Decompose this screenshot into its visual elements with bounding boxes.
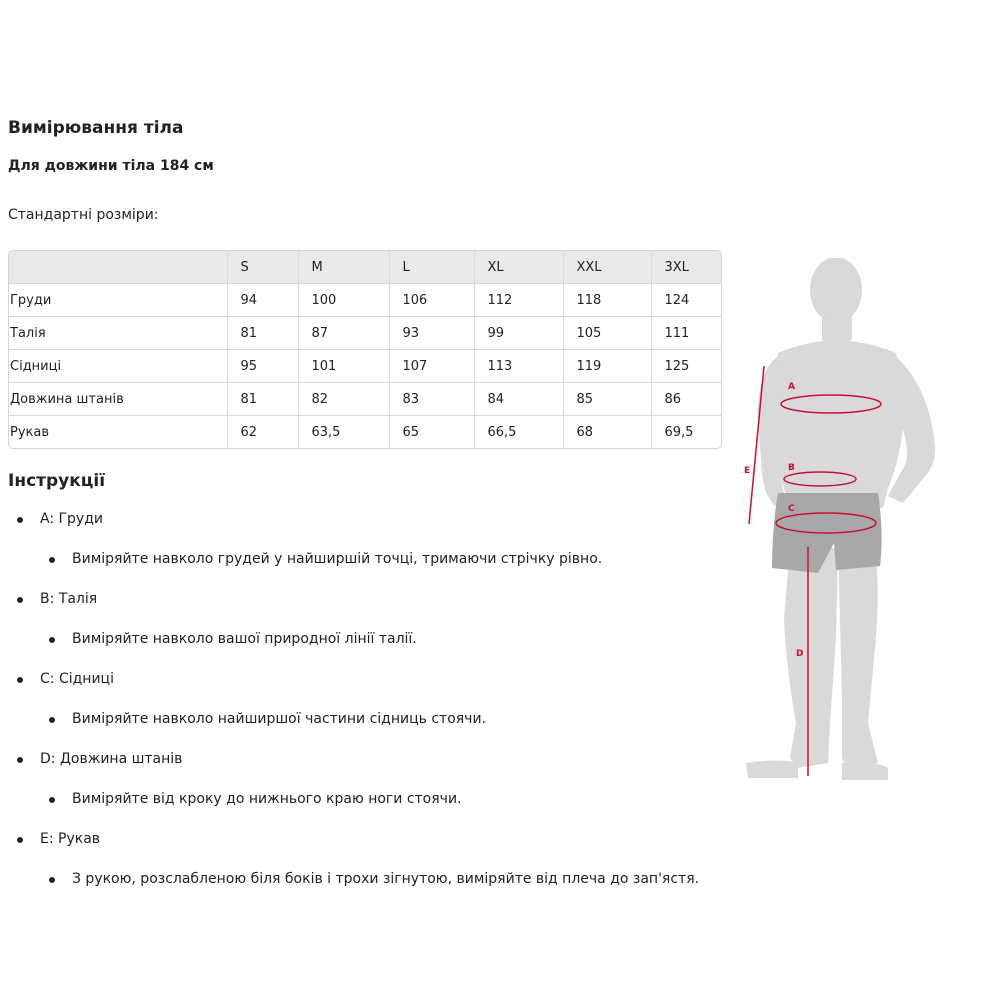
header-cell-size: 3XL <box>651 251 721 284</box>
bullet-icon <box>17 597 23 603</box>
bullet-icon <box>49 797 55 803</box>
instructions-title: Інструкції <box>8 471 106 491</box>
table-cell: 86 <box>651 383 721 416</box>
table-cell: 100 <box>298 284 389 317</box>
marker-c-label: C <box>788 504 795 514</box>
table-cell: 101 <box>298 350 389 383</box>
table-header-row <box>9 251 721 284</box>
instruction-text-content: Виміряйте навколо вашої природної лінії талії. <box>72 631 417 647</box>
instruction-heading <box>40 511 103 527</box>
marker-b-label: B <box>788 463 795 473</box>
standard-sizes-label: Стандартні розміри: <box>8 207 159 223</box>
table-cell: 65 <box>389 416 474 449</box>
table-cell: 105 <box>563 317 651 350</box>
table-cell: 99 <box>474 317 563 350</box>
instruction-heading <box>40 591 97 607</box>
bullet-icon <box>17 677 23 683</box>
table-cell: 124 <box>651 284 721 317</box>
table-cell: 81 <box>227 317 298 350</box>
table-cell: 107 <box>389 350 474 383</box>
table-cell: 113 <box>474 350 563 383</box>
list-item <box>0 660 740 740</box>
bullet-icon <box>49 637 55 643</box>
table-cell: 82 <box>298 383 389 416</box>
header-cell-size: L <box>389 251 474 284</box>
header-cell-empty <box>9 251 227 284</box>
size-table <box>8 250 722 449</box>
instruction-heading-text: C: Сідниці <box>40 671 114 687</box>
table-cell: 81 <box>227 383 298 416</box>
instruction-text <box>72 871 699 887</box>
row-label: Сідниці <box>9 350 227 383</box>
list-item <box>0 500 740 580</box>
header-cell-size: XL <box>474 251 563 284</box>
instruction-heading-text: E: Рукав <box>40 831 101 847</box>
instruction-text <box>72 791 462 807</box>
table-cell: 85 <box>563 383 651 416</box>
body-measurement-figure <box>738 258 948 788</box>
instruction-heading <box>40 751 182 767</box>
table-cell: 69,5 <box>664 424 694 440</box>
list-item <box>0 820 740 900</box>
marker-a-label: A <box>788 382 795 392</box>
table-row <box>9 383 721 416</box>
list-item <box>0 740 740 820</box>
table-cell: 84 <box>474 383 563 416</box>
table-cell: 118 <box>563 284 651 317</box>
instruction-heading <box>40 671 114 687</box>
table-row <box>9 317 721 350</box>
bullet-icon <box>17 517 23 523</box>
instruction-text-content: З рукою, розслабленою біля боків і трохи зігнутою, виміряйте від плеча до зап'ястя. <box>72 871 700 887</box>
body-length-subtitle: Для довжини тіла 184 см <box>8 158 214 174</box>
list-item <box>0 580 740 660</box>
table-cell: 83 <box>389 383 474 416</box>
marker-e-label: E <box>744 466 751 476</box>
table-cell: 119 <box>563 350 651 383</box>
bullet-icon <box>17 757 23 763</box>
row-label: Талія <box>9 317 227 350</box>
bullet-icon <box>17 837 23 843</box>
bullet-icon <box>49 557 55 563</box>
table-cell: 125 <box>651 350 721 383</box>
instruction-heading-text: B: Талія <box>40 591 98 607</box>
row-label: Груди <box>9 284 227 317</box>
row-label: Рукав <box>9 416 227 449</box>
instruction-heading-text: A: Груди <box>40 511 103 527</box>
instruction-text-content: Виміряйте навколо найширшої частини сідниць стоячи. <box>72 711 487 727</box>
instruction-text <box>72 631 417 647</box>
table-cell: 62 <box>227 416 298 449</box>
table-cell: 106 <box>389 284 474 317</box>
instructions-list <box>0 500 740 900</box>
instruction-text-content: Виміряйте навколо грудей у найширшій точці, тримаючи стрічку рівно. <box>72 551 603 567</box>
header-cell-size: S <box>227 251 298 284</box>
table-cell: 63,5 <box>298 416 389 449</box>
table-cell: 66,5 <box>474 416 563 449</box>
bullet-icon <box>49 717 55 723</box>
table-cell: 87 <box>298 317 389 350</box>
table-cell: 95 <box>227 350 298 383</box>
instruction-text <box>72 551 602 567</box>
table-row <box>9 284 721 317</box>
table-cell: 93 <box>389 317 474 350</box>
table-cell: 94 <box>227 284 298 317</box>
table-cell: 111 <box>651 317 721 350</box>
bullet-icon <box>49 877 55 883</box>
instruction-heading <box>40 831 100 847</box>
instruction-text <box>72 711 486 727</box>
instruction-heading-text: D: Довжина штанів <box>40 751 183 767</box>
header-cell-size: XXL <box>563 251 651 284</box>
row-label: Довжина штанів <box>9 383 227 416</box>
table-row <box>9 416 721 449</box>
table-row <box>9 350 721 383</box>
page-title: Вимірювання тіла <box>8 118 184 138</box>
header-cell-size: M <box>298 251 389 284</box>
table-cell: 68 <box>563 416 651 449</box>
marker-d-label: D <box>796 649 804 659</box>
instruction-text-content: Виміряйте від кроку до нижнього краю ноги стоячи. <box>72 791 462 807</box>
table-cell: 112 <box>474 284 563 317</box>
